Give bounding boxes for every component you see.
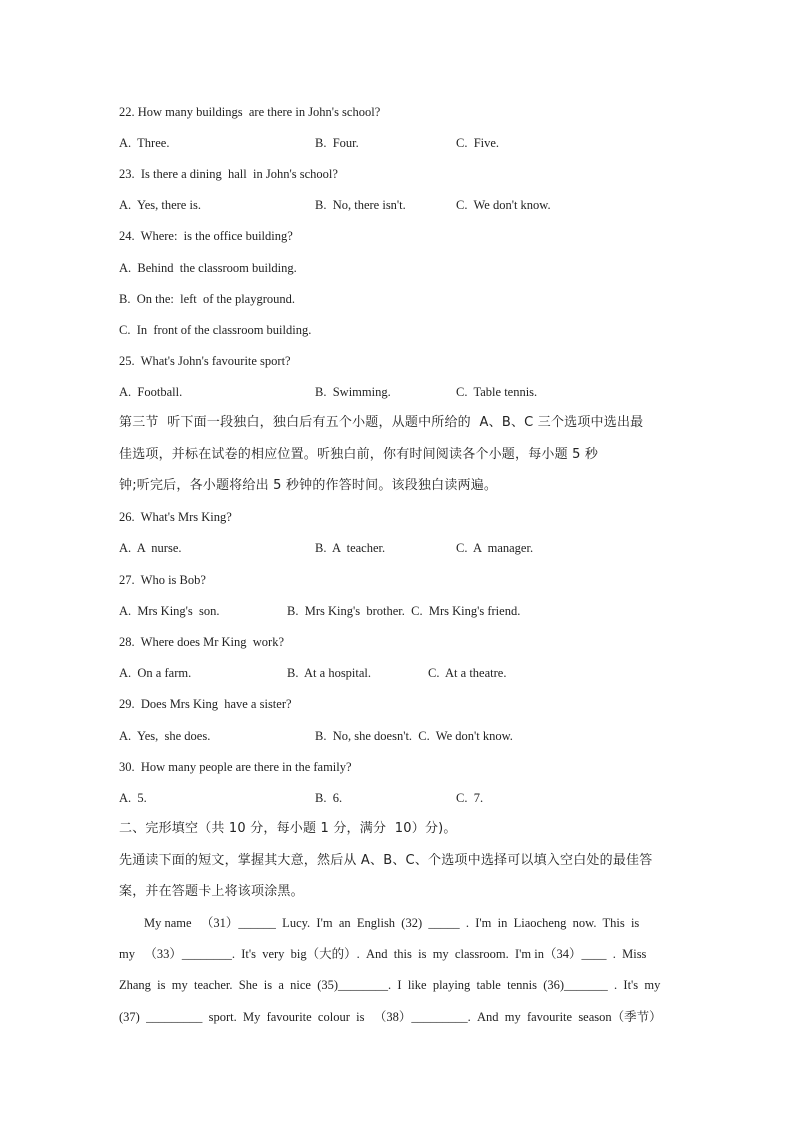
question-24-stem: 24. Where: is the office building? bbox=[119, 229, 293, 243]
question-22-option-c: C. Five. bbox=[456, 136, 500, 150]
passage-line-2: my （33）________. It's very big（大的）. And this is my classroom. I'm in（34）____ . Miss bbox=[119, 947, 647, 961]
question-26-option-c: C. A manager. bbox=[456, 541, 534, 555]
question-27-option-a: A. Mrs King's son. bbox=[119, 604, 220, 618]
question-29-stem: 29. Does Mrs King have a sister? bbox=[119, 697, 292, 711]
section-3-instructions-line-3: 钟;听完后，各小题将给出 5 秒钟的作答时间。该段独白读两遍。 bbox=[119, 478, 498, 493]
question-25-option-a: A. Football. bbox=[119, 385, 183, 399]
question-26-option-a: A. A nurse. bbox=[119, 541, 182, 555]
question-23-option-b: B. No, there isn't. bbox=[315, 198, 406, 212]
question-22-option-b: B. Four. bbox=[315, 136, 359, 150]
question-24-option-a: A. Behind the classroom building. bbox=[119, 261, 297, 275]
question-30-option-c: C. 7. bbox=[456, 791, 484, 805]
question-30-option-b: B. 6. bbox=[315, 791, 343, 805]
question-30-stem: 30. How many people are there in the family? bbox=[119, 760, 352, 774]
part-2-instructions-line-2: 案，并在答题卡上将该项涂黑。 bbox=[119, 884, 304, 899]
question-28-stem: 28. Where does Mr King work? bbox=[119, 635, 285, 649]
question-23-option-c: C. We don't know. bbox=[456, 198, 551, 212]
question-29-option-a: A. Yes, she does. bbox=[119, 729, 211, 743]
question-26-option-b: B. A teacher. bbox=[315, 541, 386, 555]
passage-line-3: Zhang is my teacher. She is a nice (35)________. I like playing table tennis (36)_______ . It's my bbox=[119, 978, 661, 992]
question-25-option-c: C. Table tennis. bbox=[456, 385, 538, 399]
part-2-heading: 二、完形填空（共 10 分，每小题 1 分，满分 10）分)。 bbox=[119, 821, 457, 836]
part-2-instructions-line-1: 先通读下面的短文，掌握其大意，然后从 A、B、C、个选项中选择可以填入空白处的最佳答 bbox=[119, 853, 653, 868]
question-24-option-c: C. In front of the classroom building. bbox=[119, 323, 312, 337]
question-30-option-a: A. 5. bbox=[119, 791, 147, 805]
question-23-option-a: A. Yes, there is. bbox=[119, 198, 201, 212]
question-22-option-a: A. Three. bbox=[119, 136, 170, 150]
passage-line-1: My name （31）______ Lucy. I'm an English (32) _____ . I'm in Liaocheng now. This is bbox=[119, 916, 640, 930]
question-25-stem: 25. What's John's favourite sport? bbox=[119, 354, 291, 368]
question-24-option-b: B. On the: left of the playground. bbox=[119, 292, 296, 306]
question-23-stem: 23. Is there a dining hall in John's school? bbox=[119, 167, 338, 181]
question-26-stem: 26. What's Mrs King? bbox=[119, 510, 232, 524]
question-27-option-bc: B. Mrs King's brother. C. Mrs King's friend. bbox=[287, 604, 521, 618]
question-28-option-b: B. At a hospital. bbox=[287, 666, 372, 680]
question-28-option-c: C. At a theatre. bbox=[428, 666, 507, 680]
question-27-stem: 27. Who is Bob? bbox=[119, 573, 206, 587]
section-3-instructions-line-2: 佳选项，并标在试卷的相应位置。听独白前，你有时间阅读各个小题，每小题 5 秒 bbox=[119, 447, 599, 462]
question-25-option-b: B. Swimming. bbox=[315, 385, 391, 399]
passage-line-4: (37) _________ sport. My favourite colour is （38）_________. And my favourite season（季节） bbox=[119, 1010, 662, 1024]
question-28-option-a: A. On a farm. bbox=[119, 666, 192, 680]
section-3-instructions-line-1: 第三节 听下面一段独白，独白后有五个小题，从题中所给的 A、B、C 三个选项中选出最 bbox=[119, 415, 644, 430]
question-22-stem: 22. How many buildings are there in John's school? bbox=[119, 105, 381, 119]
question-29-option-bc: B. No, she doesn't. C. We don't know. bbox=[315, 729, 513, 743]
